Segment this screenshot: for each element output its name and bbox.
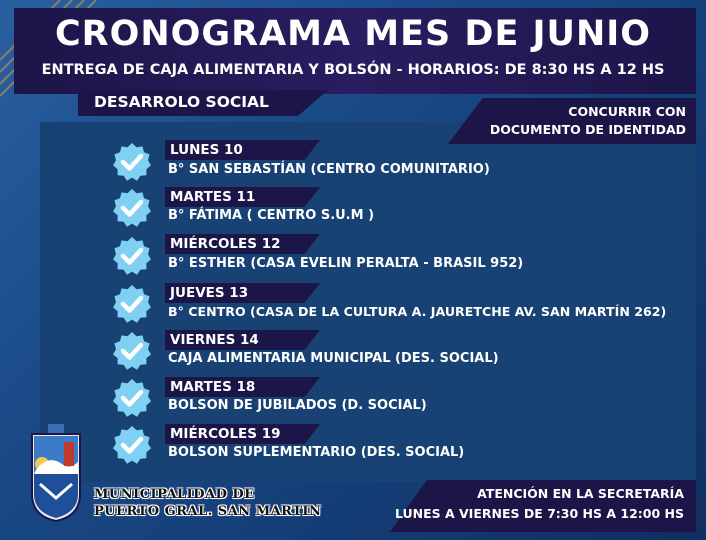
check-badge-icon — [112, 284, 152, 324]
check-badge-icon — [112, 236, 152, 276]
attention-line1: ATENCIÓN EN LA SECRETARÍA — [477, 486, 684, 501]
check-badge-icon — [112, 425, 152, 465]
municipality-name — [94, 486, 321, 520]
day-label: MIÉRCOLES 19 — [170, 426, 281, 442]
notice-line2: DOCUMENTO DE IDENTIDAD — [489, 122, 686, 137]
notice-line1: CONCURRIR CON — [568, 104, 686, 119]
attention-line2: LUNES A VIERNES DE 7:30 HS A 12:00 HS — [394, 506, 684, 521]
place-label: CAJA ALIMENTARIA MUNICIPAL (DES. SOCIAL) — [168, 351, 499, 366]
day-label: MARTES 11 — [170, 189, 256, 205]
place-label: B° CENTRO (CASA DE LA CULTURA A. JAURETCHE AV. SAN MARTÍN 262) — [168, 304, 667, 319]
attention-hours — [395, 484, 684, 524]
page-subtitle: ENTREGA DE CAJA ALIMENTARIA Y BOLSÓN - HORARIOS: DE 8:30 HS A 12 HS — [41, 62, 665, 78]
notice-text — [490, 103, 686, 139]
place-label: BOLSON DE JUBILADOS (D. SOCIAL) — [168, 398, 427, 413]
day-label: VIERNES 14 — [170, 332, 259, 348]
check-badge-icon — [112, 378, 152, 418]
check-badge-icon — [112, 188, 152, 228]
municipality-line1: MUNICIPALIDAD DE — [94, 487, 255, 502]
place-label: BOLSON SUPLEMENTARIO (DES. SOCIAL) — [168, 445, 465, 460]
check-badge-icon — [112, 331, 152, 371]
day-label: JUEVES 13 — [170, 285, 249, 301]
day-label: MIÉRCOLES 12 — [170, 236, 281, 252]
municipality-line2: PUERTO GRAL. SAN MARTIN — [94, 504, 322, 519]
check-badge-icon — [112, 142, 152, 182]
place-label: B° ESTHER (CASA EVELIN PERALTA - BRASIL 952) — [168, 256, 524, 271]
place-label: B° SAN SEBASTÍAN (CENTRO COMUNITARIO) — [168, 162, 490, 177]
municipal-crest-icon — [28, 424, 84, 522]
department-label: DESARROLO SOCIAL — [94, 93, 269, 111]
place-label: B° FÁTIMA ( CENTRO S.U.M ) — [168, 208, 375, 223]
day-label: LUNES 10 — [170, 142, 243, 158]
page-title: CRONOGRAMA MES DE JUNIO — [54, 14, 652, 54]
day-label: MARTES 18 — [170, 379, 256, 395]
